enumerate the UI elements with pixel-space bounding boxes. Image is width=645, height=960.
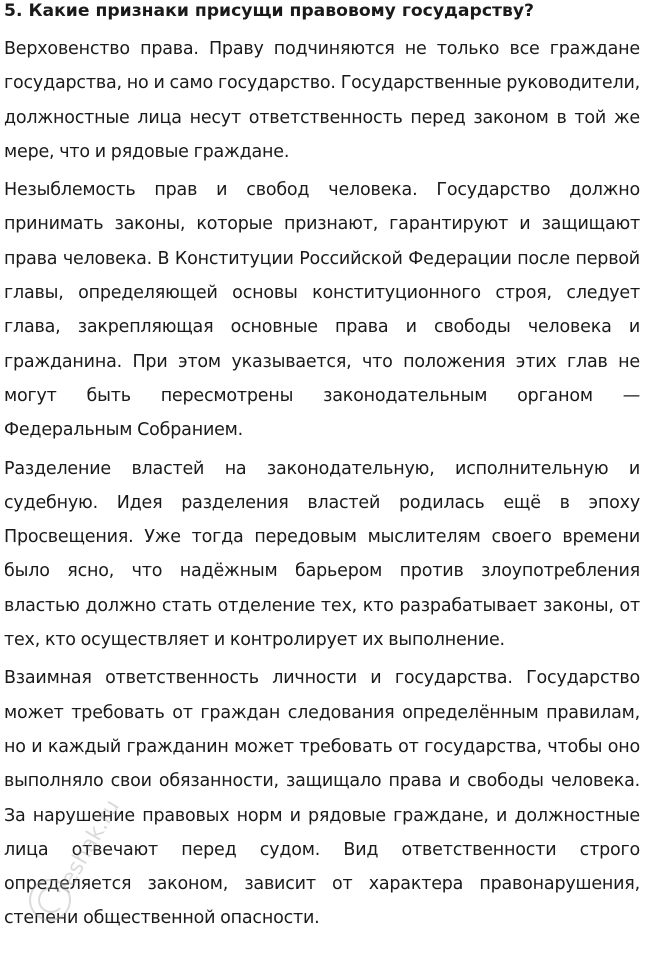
question-heading: 5. Какие признаки присущи правовому государству? — [4, 1, 535, 21]
paragraph-human-rights: Незыблемость прав и свобод человека. Государство должно принимать законы, которые признают, гарантируют и защищают права человека. В Конституции Российской Федерации после первой главы, определяющей основы конституционного строя, следует глава, закрепляющая основные права и свободы человека и гражданина. При этом указывается, что положения этих глав не могут быть пересмотрены законодательным органом — Федеральным Собранием. — [4, 180, 640, 441]
document-page — [4, 0, 640, 940]
watermark-text: reshak.ru — [51, 795, 126, 898]
paragraph-separation-of-powers: Разделение властей на законодательную, исполнительную и судебную. Идея разделения властей родилась ещё в эпоху Просвещения. Уже тогда передовым мыслителям своего времени было ясно, что надёжным барьером против злоупотребления властью должно стать отделение тех, кто разрабатывает законы, от тех, кто осуществляет и контролирует их выполнение. — [4, 458, 640, 651]
paragraph-mutual-responsibility: Взаимная ответственность личности и государства. Государство может требовать от граждан следования определённым правилам, но и каждый гражданин может требовать от государства, чтобы оно выполняло свои обязанности, защищало права и свободы человека. За нарушение правовых норм и рядовые граждане, и должностные лица отвечают перед судом. Вид ответственности строго определяется законом, зависит от характера правонарушения, степени общественной опасности. — [4, 668, 640, 929]
paragraph-rule-of-law: Верховенство права. Праву подчиняются не только все граждане государства, но и само государство. Государственные руководители, должностные лица несут ответственность перед законом в той же мере, что и рядовые граждане. — [4, 39, 640, 162]
